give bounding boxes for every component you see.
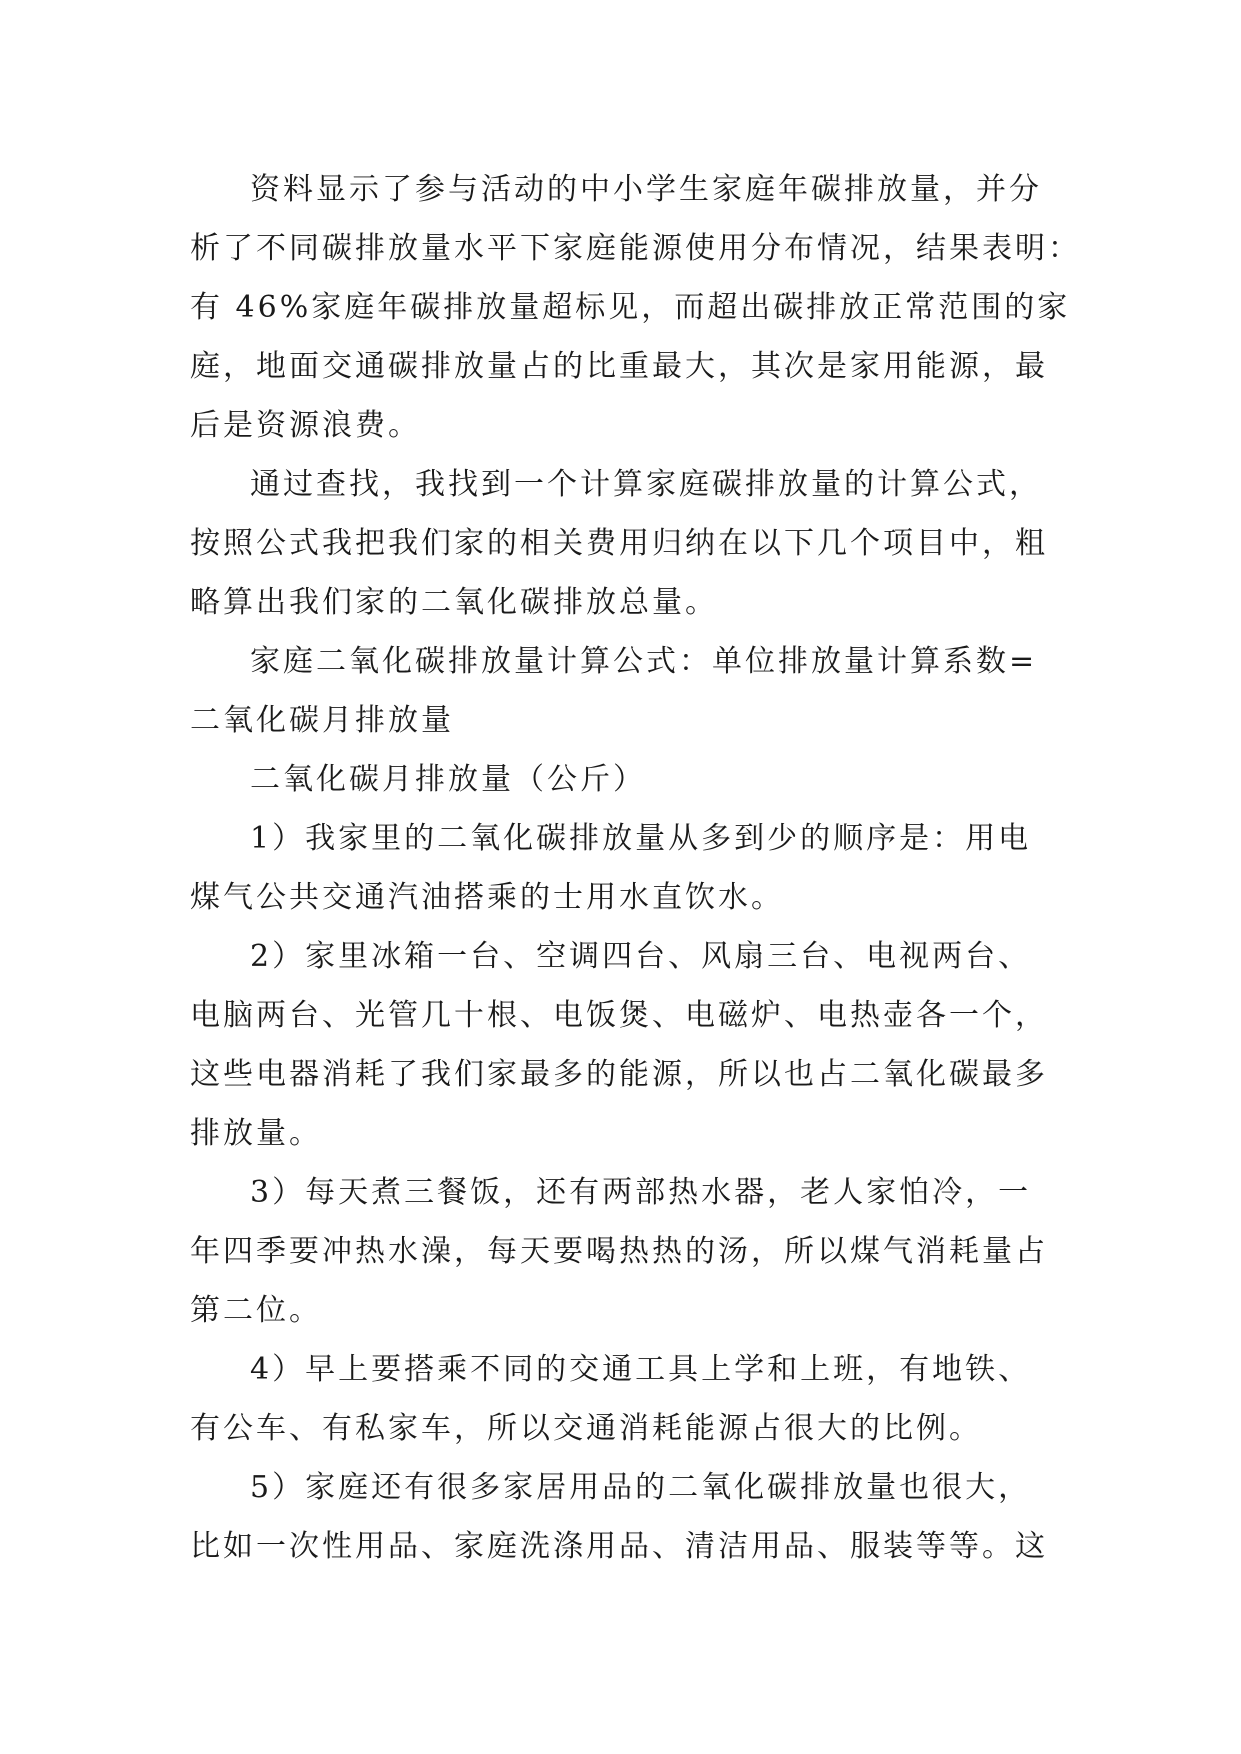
text-line: 比如一次性用品、家庭洗涤用品、清洁用品、服装等等。这 (190, 1529, 1048, 1564)
list-item-3 (190, 1163, 1052, 1340)
paragraph-formula-search (190, 455, 1052, 632)
text-line: 年四季要冲热水澡，每天要喝热热的汤，所以煤气消耗量占 (190, 1234, 1048, 1269)
text-line: 3）每天煮三餐饭，还有两部热水器，老人家怕冷，一 (250, 1175, 1032, 1210)
text-line: 排放量。 (190, 1116, 322, 1151)
text-line: 略算出我们家的二氧化碳排放总量。 (190, 585, 718, 620)
text-line: 这些电器消耗了我们家最多的能源，所以也占二氧化碳最多 (190, 1057, 1048, 1092)
text-line: 二氧化碳月排放量（公斤） (250, 762, 646, 797)
text-line: 有 46%家庭年碳排放量超标见，而超出碳排放正常范围的家 (190, 290, 1071, 325)
text-line: 2）家里冰箱一台、空调四台、风扇三台、电视两台、 (250, 939, 1032, 974)
list-item-1 (190, 809, 1052, 927)
text-line: 资料显示了参与活动的中小学生家庭年碳排放量，并分 (250, 172, 1042, 207)
text-line: 5）家庭还有很多家居用品的二氧化碳排放量也很大， (250, 1470, 1032, 1505)
list-item-2 (190, 927, 1052, 1163)
text-line: 电脑两台、光管几十根、电饭煲、电磁炉、电热壶各一个， (190, 998, 1048, 1033)
list-item-4 (190, 1340, 1052, 1458)
text-line: 1）我家里的二氧化碳排放量从多到少的顺序是：用电 (250, 821, 1032, 856)
text-line: 后是资源浪费。 (190, 408, 421, 443)
paragraph-carbon-data (190, 160, 1081, 455)
text-line: 煤气公共交通汽油搭乘的士用水直饮水。 (190, 880, 784, 915)
text-line: 第二位。 (190, 1293, 322, 1328)
text-line: 通过查找，我找到一个计算家庭碳排放量的计算公式， (250, 467, 1042, 502)
text-line: 庭，地面交通碳排放量占的比重最大，其次是家用能源，最 (190, 349, 1048, 384)
text-line: 二氧化碳月排放量 (190, 703, 454, 738)
text-line: 析了不同碳排放量水平下家庭能源使用分布情况，结果表明： (190, 231, 1081, 266)
list-item-5 (190, 1458, 1052, 1576)
paragraph-formula (190, 632, 1052, 750)
document-body (190, 160, 1081, 1576)
text-line: 按照公式我把我们家的相关费用归纳在以下几个项目中，粗 (190, 526, 1048, 561)
text-line: 家庭二氧化碳排放量计算公式：单位排放量计算系数= (250, 644, 1038, 679)
text-line: 有公车、有私家车，所以交通消耗能源占很大的比例。 (190, 1411, 982, 1446)
paragraph-monthly-unit (190, 750, 1052, 809)
text-line: 4）早上要搭乘不同的交通工具上学和上班，有地铁、 (250, 1352, 1032, 1387)
